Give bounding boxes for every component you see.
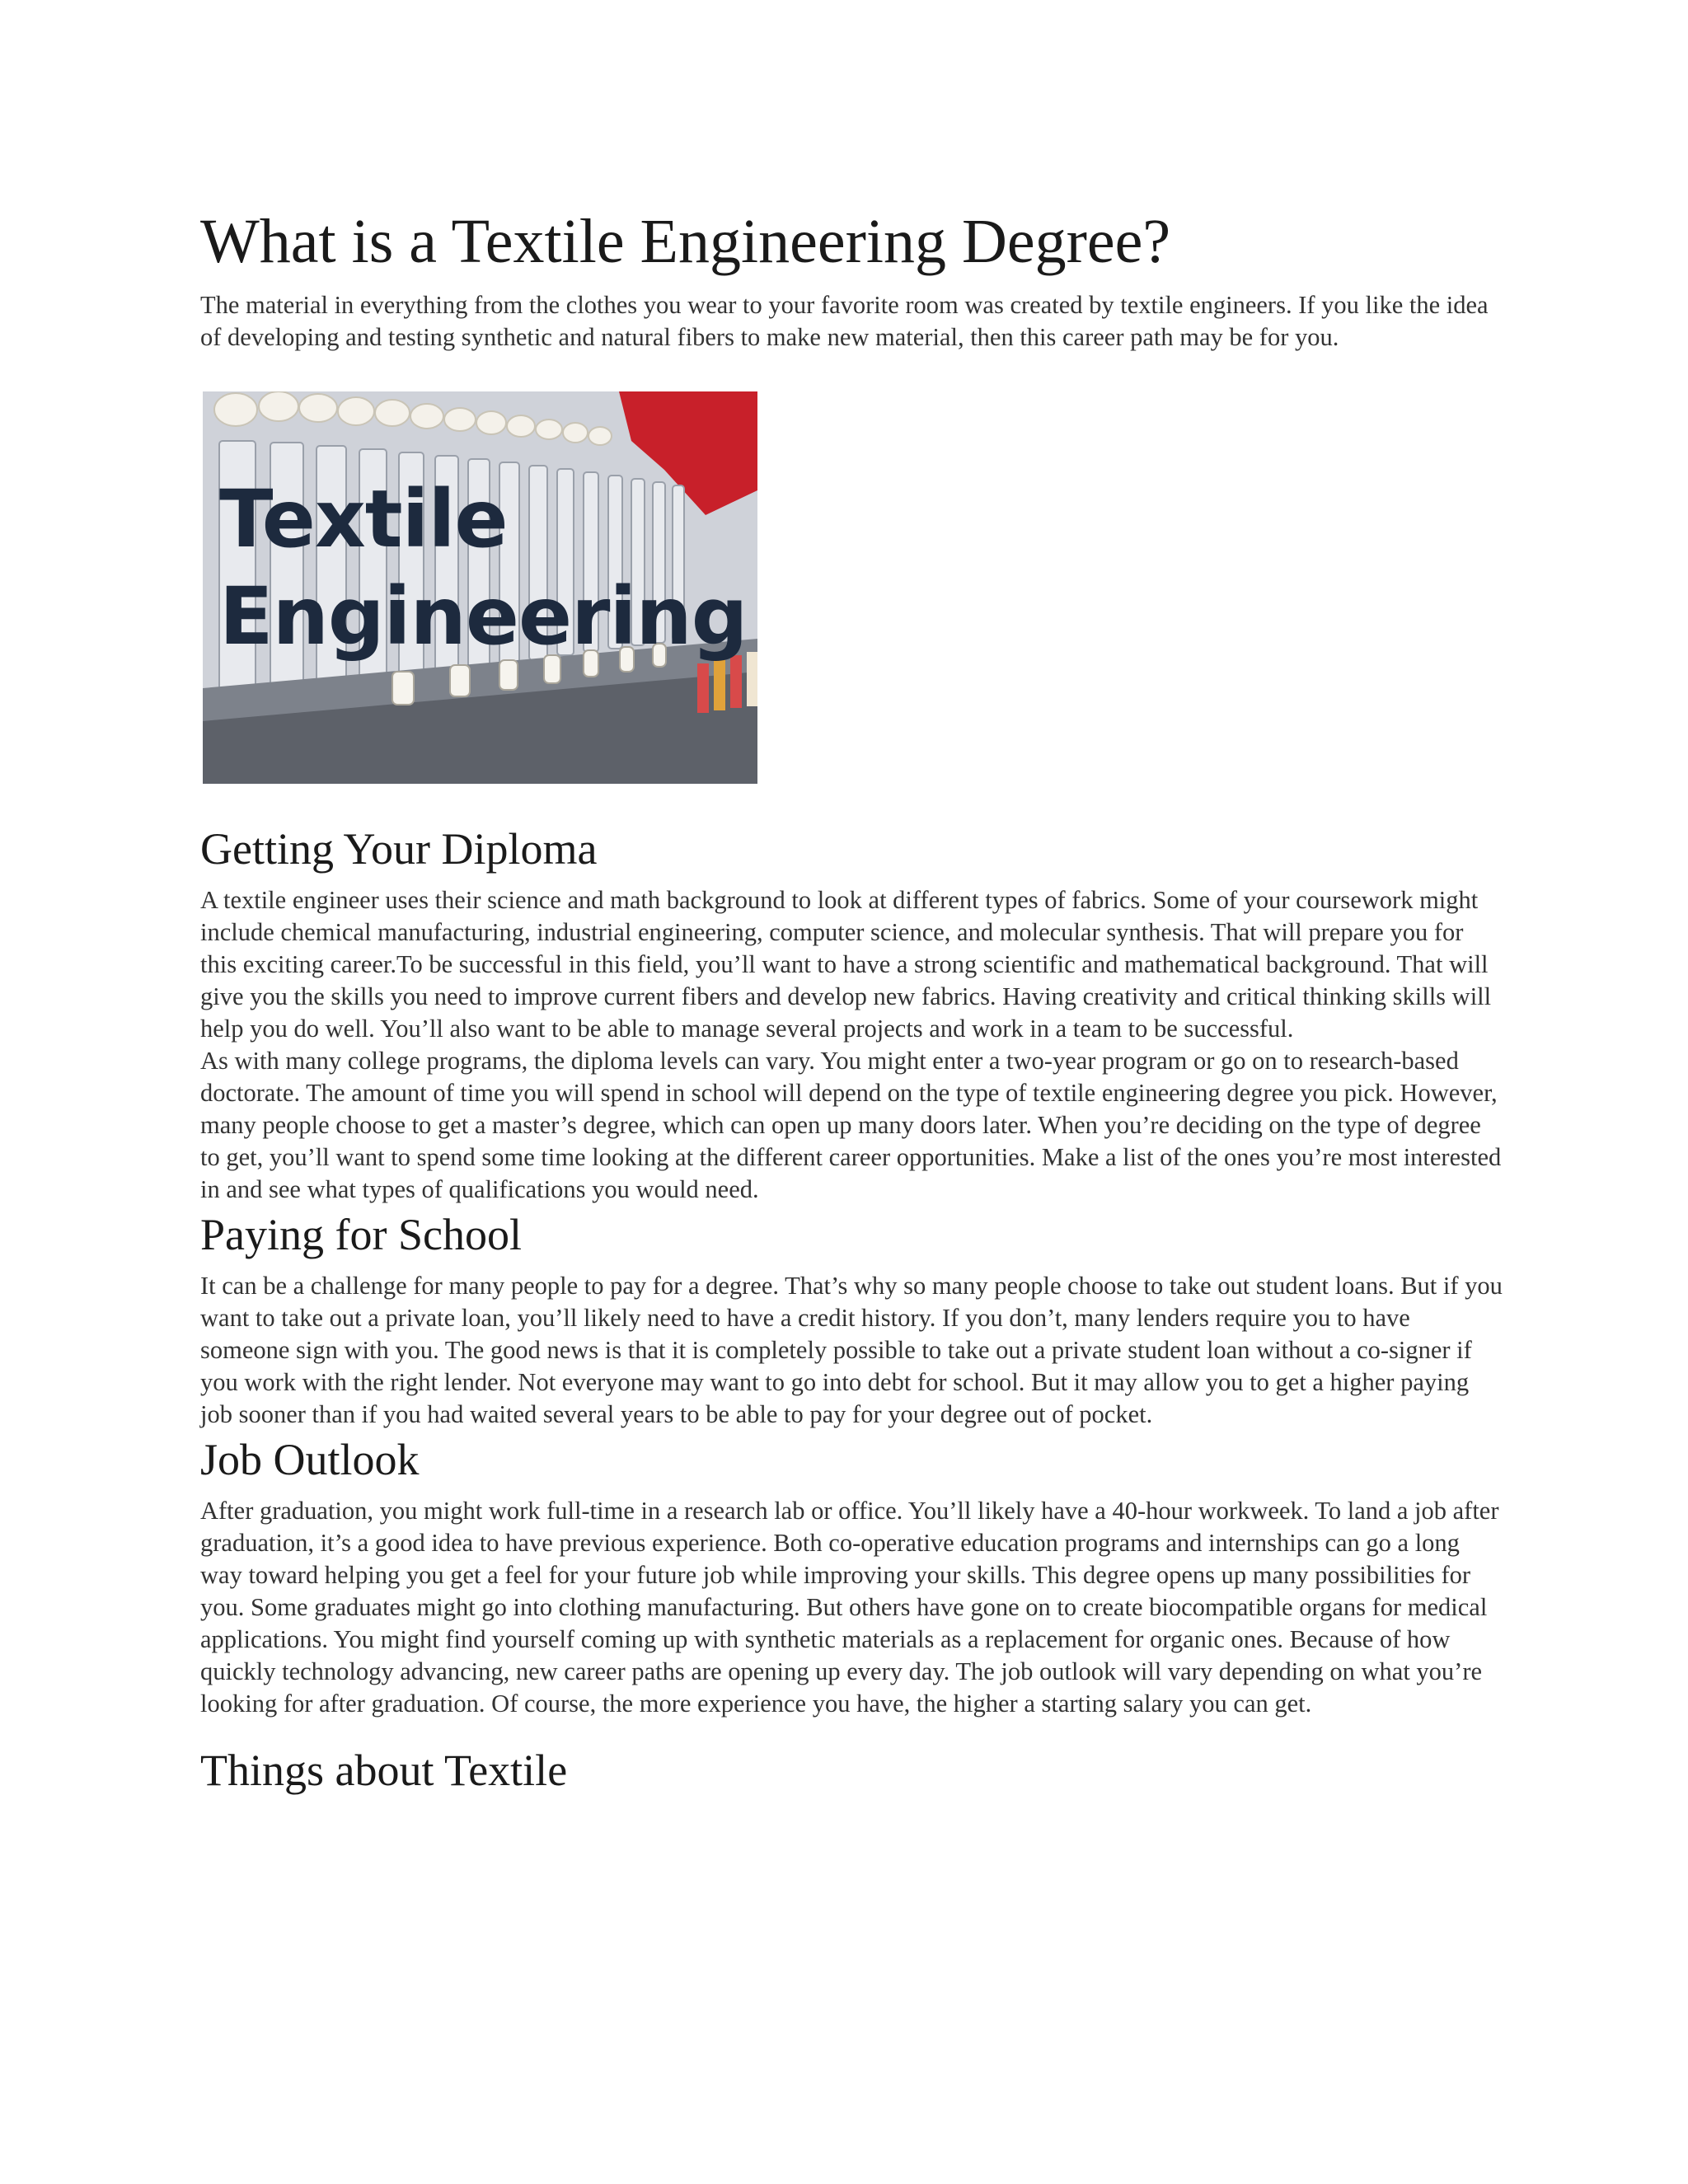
section-heading: Paying for School [200, 1210, 522, 1259]
section-job-outlook [200, 1432, 1503, 1720]
section-things-about-textile [200, 1743, 1503, 1797]
intro-paragraph: The material in everything from the clothes you wear to your favorite room was created by textile engineers. If you like the idea of developing and testing synthetic and natural fibers to make new material, then this career path may be for you. [200, 291, 1489, 351]
page-title: What is a Textile Engineering Degree? [200, 207, 1171, 276]
textile-engineering-image [203, 391, 757, 784]
section-heading: Getting Your Diploma [200, 824, 598, 874]
section-heading: Job Outlook [200, 1435, 420, 1484]
section-getting-your-diploma [200, 822, 1503, 1206]
section-paragraph: As with many college programs, the diploma levels can vary. You might enter a two-year program or go on to research-based doctorate. The amount of time you will spend in school will depend on the type of textile engineering degree you pick. However, many people choose to get a master’s degree, which can open up many doors later. When you’re deciding on the type of degree to get, you’ll want to spend some time looking at the different career opportunities. Make a list of the ones you’re most interested in and see what types of qualifications you would need. [200, 1047, 1502, 1203]
section-paragraph: After graduation, you might work full-time in a research lab or office. You’ll likely have a 40-hour workweek. To land a job after graduation, it’s a good idea to have previous experience. Both co-operative education programs and internships can go a long way toward helping you get a feel for your future job while improving your skills. This degree opens up many possibilities for you. Some graduates might go into clothing manufacturing. But others have gone on to create biocompatible organs for medical applications. You might find yourself coming up with synthetic materials as a replacement for organic ones. Because of how quickly technology advancing, new career paths are opening up every day. The job outlook will vary depending on what you’re looking for after graduation. Of course, the more experience you have, the higher a starting salary you can get. [200, 1497, 1499, 1718]
section-heading: Things about Textile [200, 1746, 568, 1795]
image-text-line1: Textile [219, 473, 508, 565]
document-content [200, 202, 1503, 1797]
section-paragraph: It can be a challenge for many people to pay for a degree. That’s why so many people choose to take out student loans. But if you want to take out a private loan, you’ll likely need to have a credit history. If you don’t, many lenders require you to have someone sign with you. The good news is that it is completely possible to take out a private student loan without a co-signer if you work with the right lender. Not everyone may want to go into debt for school. But it may allow you to get a higher paying job sooner than if you had waited several years to be able to pay for your degree out of pocket. [200, 1272, 1503, 1428]
section-paying-for-school [200, 1207, 1503, 1431]
image-text-line2: Engineering [219, 570, 748, 663]
section-paragraph: A textile engineer uses their science and math background to look at different types of fabrics. Some of your coursework might include chemical manufacturing, industrial engineering, computer science, and molecular synthesis. That will prepare you for this exciting career.To be successful in this field, you’ll want to have a strong scientific and mathematical background. That will give you the skills you need to improve current fibers and develop new fabrics. Having creativity and critical thinking skills will help you do well. You’ll also want to be able to manage several projects and work in a team to be successful. [200, 886, 1492, 1043]
